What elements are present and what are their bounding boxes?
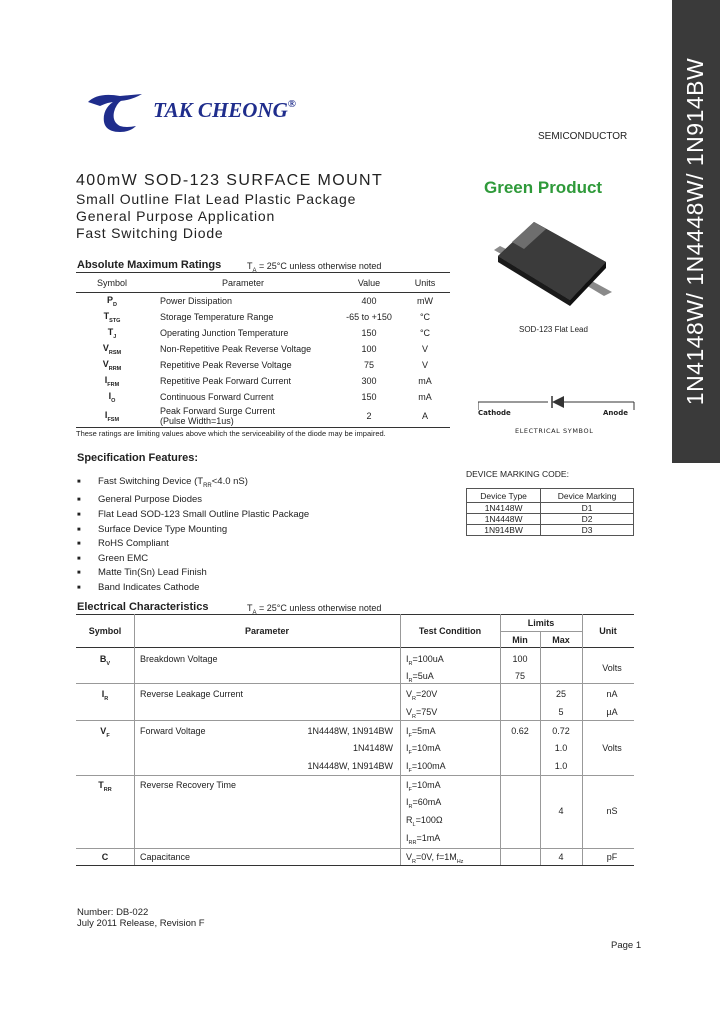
value-cell: 100 xyxy=(361,344,377,354)
col-parameter: Parameter xyxy=(244,626,290,636)
t-val: =5uA xyxy=(412,671,434,681)
sym-sub: R xyxy=(104,695,109,702)
cap-parameter: Capacitance xyxy=(140,852,191,862)
sym-sub: RSM xyxy=(108,349,122,356)
t-val: =100Ω xyxy=(415,815,443,825)
value-cell: 75 xyxy=(363,360,374,370)
device-type: 1N914BW xyxy=(467,525,541,536)
condition-text: = 25°C unless otherwise noted xyxy=(256,261,382,271)
device-marking: D3 xyxy=(541,525,634,536)
sym: V xyxy=(102,342,109,353)
trr-test2 xyxy=(406,797,441,810)
elec-row-rule xyxy=(76,775,634,776)
item-text: Matte Tin(Sn) Lead Finish xyxy=(98,567,207,579)
elec-col-rule xyxy=(134,614,135,865)
package-caption: SOD-123 Flat Lead xyxy=(519,325,588,334)
bv-min2: 75 xyxy=(514,671,525,681)
green-product-label: Green Product xyxy=(484,178,603,197)
abs-max-footnote: These ratings are limiting values above which the serviceability of the diode may be impaired. xyxy=(76,429,386,438)
vf-symbol xyxy=(76,726,134,739)
t: I xyxy=(406,743,409,753)
condition-sub: A xyxy=(252,609,257,616)
list-item xyxy=(77,552,309,567)
condition-t: T xyxy=(247,261,253,271)
item-text: Band Indicates Cathode xyxy=(98,582,200,594)
vf-parameter: Forward Voltage xyxy=(140,726,206,736)
device-type: 1N4448W xyxy=(467,514,541,525)
t-sub: R xyxy=(412,695,416,702)
t: V xyxy=(406,689,413,699)
table-row xyxy=(76,309,450,325)
ir-test2 xyxy=(406,707,437,720)
sym: B xyxy=(99,654,107,664)
abs-max-table xyxy=(76,274,450,428)
t: I xyxy=(406,797,409,807)
t: I xyxy=(406,780,409,790)
device-marking: D1 xyxy=(541,503,634,514)
anode-label: Anode xyxy=(603,409,628,417)
t-val: =100uA xyxy=(412,654,444,664)
units-cell: mW xyxy=(417,296,433,306)
marking-title: DEVICE MARKING CODE: xyxy=(466,469,569,479)
cap-test xyxy=(406,852,463,865)
sym-sub: V xyxy=(106,660,111,667)
vf-test1 xyxy=(406,726,436,739)
sym: T xyxy=(98,780,104,790)
symbol-cell xyxy=(76,293,148,310)
sym-sub: FSM xyxy=(107,416,120,423)
item-text: General Purpose Diodes xyxy=(98,494,203,506)
sym-sub: RRM xyxy=(108,365,122,372)
units-cell: A xyxy=(421,411,428,421)
elec-col-rule xyxy=(582,614,583,865)
symbol-cell xyxy=(76,325,148,341)
value-cell: 150 xyxy=(361,328,377,338)
vf-device3: 1N4448W, 1N914BW xyxy=(307,761,393,771)
param-line1: Peak Forward Surge Current xyxy=(160,406,276,416)
list-item xyxy=(77,581,309,596)
col-min: Min xyxy=(512,635,528,645)
symbol-cell xyxy=(76,389,148,405)
cap-symbol: C xyxy=(101,852,109,862)
units-cell: V xyxy=(421,344,428,354)
value-cell: 300 xyxy=(361,376,377,386)
device-marking: D2 xyxy=(541,514,634,525)
param-cell: Continuous Forward Current xyxy=(160,392,274,402)
vf-device1: 1N4448W, 1N914BW xyxy=(307,726,393,736)
ir-symbol xyxy=(76,689,134,702)
param-cell: Operating Junction Temperature xyxy=(160,328,289,338)
list-item xyxy=(77,475,309,493)
spec-title: Specification Features: xyxy=(77,452,199,464)
t-sub: R xyxy=(408,803,413,810)
col-unit: Unit xyxy=(599,626,617,636)
sidebar-part-numbers-text: 1N4148W/ 1N4448W/ 1N914BW xyxy=(682,57,709,406)
semiconductor-label: SEMICONDUCTOR xyxy=(538,131,628,142)
sym-sub: RR xyxy=(103,786,112,793)
ir-max2: 5 xyxy=(558,707,564,717)
t-sub: F xyxy=(408,749,412,756)
table-row xyxy=(76,389,450,405)
title-line1: 400mW SOD-123 SURFACE MOUNT xyxy=(76,172,384,189)
elec-title: Electrical Characteristics xyxy=(77,601,209,613)
footer-release: July 2011 Release, Revision F xyxy=(77,918,205,929)
ir-unit1: nA xyxy=(606,689,618,699)
condition-t: T xyxy=(247,603,253,613)
ir-test1 xyxy=(406,689,437,702)
units-cell: mA xyxy=(418,376,432,386)
tak-cheong-logo xyxy=(86,90,146,136)
trr-parameter: Reverse Recovery Time xyxy=(140,780,237,790)
table-row xyxy=(76,405,450,428)
registered-mark: ® xyxy=(287,98,296,110)
trr-symbol xyxy=(76,780,134,793)
t-val: =10mA xyxy=(411,743,441,753)
cap-max: 4 xyxy=(558,852,564,862)
item-text-post: <4.0 nS) xyxy=(211,476,248,487)
table-row xyxy=(76,357,450,373)
t-val: =5mA xyxy=(411,726,436,736)
t-sub: R xyxy=(412,713,416,720)
bv-test2 xyxy=(406,671,434,684)
bv-parameter: Breakdown Voltage xyxy=(140,654,218,664)
sym: I xyxy=(101,689,105,699)
symbol-cell xyxy=(76,341,148,357)
condition-sub: A xyxy=(252,267,257,274)
trr-test3 xyxy=(406,815,443,828)
footer-page: Page 1 xyxy=(611,940,642,951)
list-item xyxy=(77,537,309,552)
t-val: =1mA xyxy=(416,833,441,843)
elec-row-rule xyxy=(76,848,634,849)
t-val: =100mA xyxy=(411,761,446,771)
trr-test1 xyxy=(406,780,441,793)
item-text: Flat Lead SOD-123 Small Outline Plastic Package xyxy=(98,509,310,521)
sym: I xyxy=(104,374,108,385)
title-line4: Fast Switching Diode xyxy=(76,225,224,241)
trr-max: 4 xyxy=(558,806,564,816)
table-row xyxy=(76,341,450,357)
t: I xyxy=(406,761,409,771)
bv-test1 xyxy=(406,654,444,667)
param-line2: (Pulse Width=1us) xyxy=(160,416,234,426)
abs-max-top-rule xyxy=(76,272,450,273)
t: R xyxy=(406,815,413,825)
vf-test2 xyxy=(406,743,441,756)
sym-sub: STG xyxy=(109,317,121,324)
title-line2: Small Outline Flat Lead Plastic Package xyxy=(76,191,357,207)
col-device-marking: Device Marking xyxy=(541,489,634,503)
units-cell: °C xyxy=(419,312,431,322)
table-row xyxy=(467,525,634,536)
t: V xyxy=(406,707,413,717)
value-cell: 150 xyxy=(361,392,377,402)
vf-min1: 0.62 xyxy=(511,726,529,736)
t-val: =60mA xyxy=(412,797,442,807)
t: I xyxy=(406,671,409,681)
sym: I xyxy=(108,390,112,401)
item-text: Surface Device Type Mounting xyxy=(98,523,228,535)
sym: V xyxy=(102,358,109,369)
elec-row-rule xyxy=(76,720,634,721)
t-sub2: Hz xyxy=(456,858,464,865)
col-limits: Limits xyxy=(527,618,555,628)
vf-max3: 1.0 xyxy=(554,761,568,771)
list-item xyxy=(77,566,309,581)
sym: T xyxy=(103,310,110,321)
t: I xyxy=(406,726,409,736)
bv-symbol xyxy=(76,654,134,667)
col-value: Value xyxy=(357,278,381,288)
item-text: Fast Switching Device (T xyxy=(98,476,204,487)
sym-sub: FRM xyxy=(107,381,120,388)
param-cell: Power Dissipation xyxy=(160,296,233,306)
elec-col-rule xyxy=(500,614,501,865)
elec-row-rule xyxy=(76,683,634,684)
sym: V xyxy=(100,726,107,736)
vf-test3 xyxy=(406,761,446,774)
footer-number: Number: DB-022 xyxy=(77,907,149,918)
item-text: Green EMC xyxy=(98,552,149,564)
table-row xyxy=(76,373,450,389)
sym-sub: F xyxy=(106,732,110,739)
units-cell: V xyxy=(421,360,428,370)
value-cell: -65 to +150 xyxy=(346,312,392,322)
t-sub: R xyxy=(408,677,413,684)
vf-max2: 1.0 xyxy=(554,743,568,753)
vf-device2: 1N4148W xyxy=(352,743,393,753)
list-item xyxy=(77,508,309,523)
title-line3: General Purpose Application xyxy=(76,208,276,224)
elec-header-rule xyxy=(76,647,634,648)
vf-max1: 0.72 xyxy=(552,726,570,736)
param-cell xyxy=(148,405,338,428)
t-val: =20V xyxy=(416,689,438,699)
sym-sub: J xyxy=(113,333,117,340)
col-symbol: Symbol xyxy=(96,278,127,288)
item-text: RoHS Compliant xyxy=(98,538,169,550)
symbol-cell xyxy=(76,309,148,325)
param-cell: Non-Repetitive Peak Reverse Voltage xyxy=(160,344,312,354)
ir-parameter: Reverse Leakage Current xyxy=(140,689,244,699)
ir-unit2: µA xyxy=(606,707,618,717)
bv-min1: 100 xyxy=(512,654,528,664)
item-sub: RR xyxy=(203,482,212,489)
bv-unit: Volts xyxy=(602,663,622,673)
condition-text: = 25°C unless otherwise noted xyxy=(256,603,382,613)
elec-col-rule xyxy=(400,614,401,865)
table-row xyxy=(76,293,450,310)
ir-max1: 25 xyxy=(555,689,566,699)
elec-bottom-rule xyxy=(76,865,634,866)
t-sub: L xyxy=(412,821,416,828)
list-item xyxy=(77,493,309,508)
electrical-symbol-caption: ELECTRICAL SYMBOL xyxy=(515,427,594,435)
col-units: Units xyxy=(414,278,436,288)
units-cell: °C xyxy=(419,328,431,338)
t-sub: F xyxy=(408,786,412,793)
limits-rule xyxy=(500,631,582,632)
abs-max-header-row xyxy=(76,274,450,293)
cathode-label: Cathode xyxy=(478,409,511,417)
list-item xyxy=(77,523,309,538)
t-sub: RR xyxy=(408,839,417,846)
t-val: =10mA xyxy=(411,780,441,790)
symbol-cell xyxy=(76,373,148,389)
col-test-condition: Test Condition xyxy=(418,626,482,636)
sym-sub: D xyxy=(113,301,117,308)
spec-list xyxy=(77,475,309,596)
vf-unit: Volts xyxy=(602,743,622,753)
t-sub: F xyxy=(408,767,412,774)
sym-sub: O xyxy=(111,397,116,404)
units-cell: mA xyxy=(418,392,432,402)
sod123-package-image xyxy=(492,216,616,308)
trr-test4 xyxy=(406,833,440,846)
t: I xyxy=(406,833,409,843)
sym: T xyxy=(107,326,114,337)
sym: P xyxy=(107,294,114,305)
marking-table xyxy=(466,488,634,536)
t: I xyxy=(406,654,409,664)
sidebar-part-numbers xyxy=(672,0,720,463)
param-cell: Repetitive Peak Reverse Voltage xyxy=(160,360,292,370)
param-cell: Repetitive Peak Forward Current xyxy=(160,376,292,386)
elec-top-rule xyxy=(76,614,634,615)
brand-name xyxy=(153,98,296,123)
symbol-cell xyxy=(76,405,148,428)
value-cell: 400 xyxy=(361,296,377,306)
t-sub: R xyxy=(408,660,413,667)
table-row xyxy=(467,503,634,514)
t-val: =0V, f=1M xyxy=(416,852,457,862)
t-sub: R xyxy=(412,858,416,865)
symbol-cell xyxy=(76,357,148,373)
abs-max-title: Absolute Maximum Ratings xyxy=(77,259,222,271)
t-sub: F xyxy=(408,732,412,739)
table-row xyxy=(76,325,450,341)
trr-unit: nS xyxy=(606,806,618,816)
param-cell: Storage Temperature Range xyxy=(160,312,274,322)
marking-header-row xyxy=(467,489,634,503)
t: V xyxy=(406,852,413,862)
sym: I xyxy=(104,409,108,420)
brand-text: TAK CHEONG xyxy=(153,98,288,122)
table-row xyxy=(467,514,634,525)
device-type: 1N4148W xyxy=(467,503,541,514)
value-cell: 2 xyxy=(366,411,372,421)
t-val: =75V xyxy=(416,707,438,717)
col-device-type: Device Type xyxy=(467,489,541,503)
cap-unit: pF xyxy=(606,852,618,862)
col-max: Max xyxy=(552,635,570,645)
col-symbol: Symbol xyxy=(88,626,122,636)
col-parameter: Parameter xyxy=(221,278,265,288)
